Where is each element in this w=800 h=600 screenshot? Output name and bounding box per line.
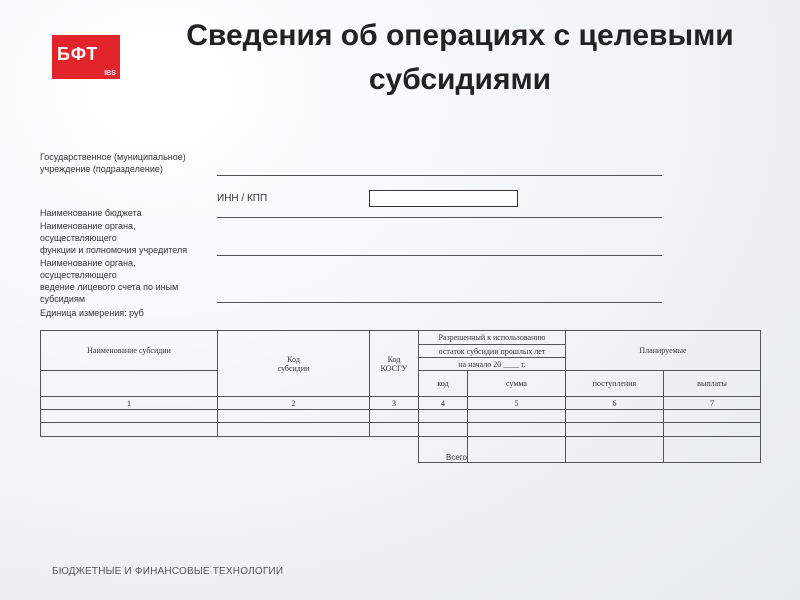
table-cell: [566, 410, 664, 423]
logo-mark: БФТ: [57, 44, 99, 64]
total-row-blank: [370, 437, 419, 463]
table-cell: [218, 423, 370, 437]
col-num-6: 6: [566, 397, 664, 410]
col-num-2: 2: [218, 397, 370, 410]
total-row-blank: [41, 437, 218, 463]
table-cell: [468, 423, 566, 437]
founder-label-line-3: функции и полномочия учредителя: [40, 245, 188, 255]
table-cell: [218, 410, 370, 423]
account-body-label: [40, 257, 178, 305]
institution-label-line-2: учреждение (подразделение): [40, 164, 163, 174]
table-cell: [664, 423, 761, 437]
account-body-label-line-4: субсидиям: [40, 294, 86, 304]
table-cell: [370, 423, 419, 437]
footer-company-name: БЮДЖЕТНЫЕ И ФИНАНСОВЫЕ ТЕХНОЛОГИИ: [52, 566, 284, 577]
inn-kpp-label: ИНН / КПП: [217, 193, 268, 204]
table-row: [41, 410, 761, 423]
table-cell: [419, 423, 468, 437]
header-allowed-line-3: на начало 20 ____ г.: [419, 358, 566, 371]
budget-name-label: Наименование бюджета: [40, 208, 142, 218]
inn-kpp-field: [369, 190, 518, 207]
total-label: Всего: [419, 437, 468, 463]
header-kosgu-line-2: КОСГУ: [380, 363, 408, 373]
table-cell: [468, 410, 566, 423]
slide-title: [120, 14, 800, 102]
institution-label-line-1: Государственное (муниципальное): [40, 152, 186, 162]
table-cell: [370, 410, 419, 423]
subsidy-operations-table: [40, 330, 761, 463]
founder-label: [40, 220, 187, 256]
header-subsidy-code: [218, 331, 370, 397]
header-kosgu: [370, 331, 419, 397]
header-summa: сумма: [468, 371, 566, 397]
header-allowed-line-1: Разрешенный к использованию: [419, 331, 566, 345]
table-row: [41, 423, 761, 437]
table-cell: [566, 423, 664, 437]
table-cell: [41, 423, 218, 437]
account-body-field-line: [217, 302, 662, 303]
logo-sub: IBS: [104, 70, 116, 77]
unit-label: Единица измерения: руб: [40, 308, 144, 318]
account-body-label-line-2: осуществляющего: [40, 270, 117, 280]
table-cell: [419, 410, 468, 423]
budget-name-field-line: [217, 217, 662, 218]
col-num-4: 4: [419, 397, 468, 410]
col-num-7: 7: [664, 397, 761, 410]
header-planned: Планируемые: [566, 331, 761, 371]
header-kod: код: [419, 371, 468, 397]
header-payments: выплаты: [664, 371, 761, 397]
total-row: [41, 437, 761, 463]
title-line-2: субсидиями: [368, 63, 552, 96]
total-row-blank: [218, 437, 370, 463]
total-receipts-cell: [566, 437, 664, 463]
institution-label: [40, 151, 186, 175]
header-subsidy-name: Наименование субсидии: [41, 331, 218, 371]
founder-field-line: [217, 255, 662, 256]
founder-label-line-1: Наименование органа,: [40, 221, 136, 231]
table-cell: [41, 410, 218, 423]
bft-logo: [52, 35, 120, 79]
col-num-1: 1: [41, 397, 218, 410]
account-body-label-line-3: ведение лицевого счета по иным: [40, 282, 179, 292]
total-payments-cell: [664, 437, 761, 463]
title-line-1: Сведения об операциях с целевыми: [186, 19, 734, 52]
account-body-label-line-1: Наименование органа,: [40, 258, 136, 268]
column-number-row: [41, 397, 761, 410]
header-subsidy-code-line-2: субсидии: [277, 363, 310, 373]
institution-field-line: [217, 175, 662, 176]
header-allowed-line-2: остаток субсидии прошлых лет: [419, 345, 566, 358]
col-num-3: 3: [370, 397, 419, 410]
header-subsidy-code-line-1: Код: [287, 354, 300, 364]
table-cell: [664, 410, 761, 423]
header-kosgu-line-1: Код: [387, 354, 401, 364]
total-summa-cell: [468, 437, 566, 463]
founder-label-line-2: осуществляющего: [40, 233, 117, 243]
header-subsidy-name-continued: [41, 371, 218, 397]
col-num-5: 5: [468, 397, 566, 410]
header-receipts: поступления: [566, 371, 664, 397]
